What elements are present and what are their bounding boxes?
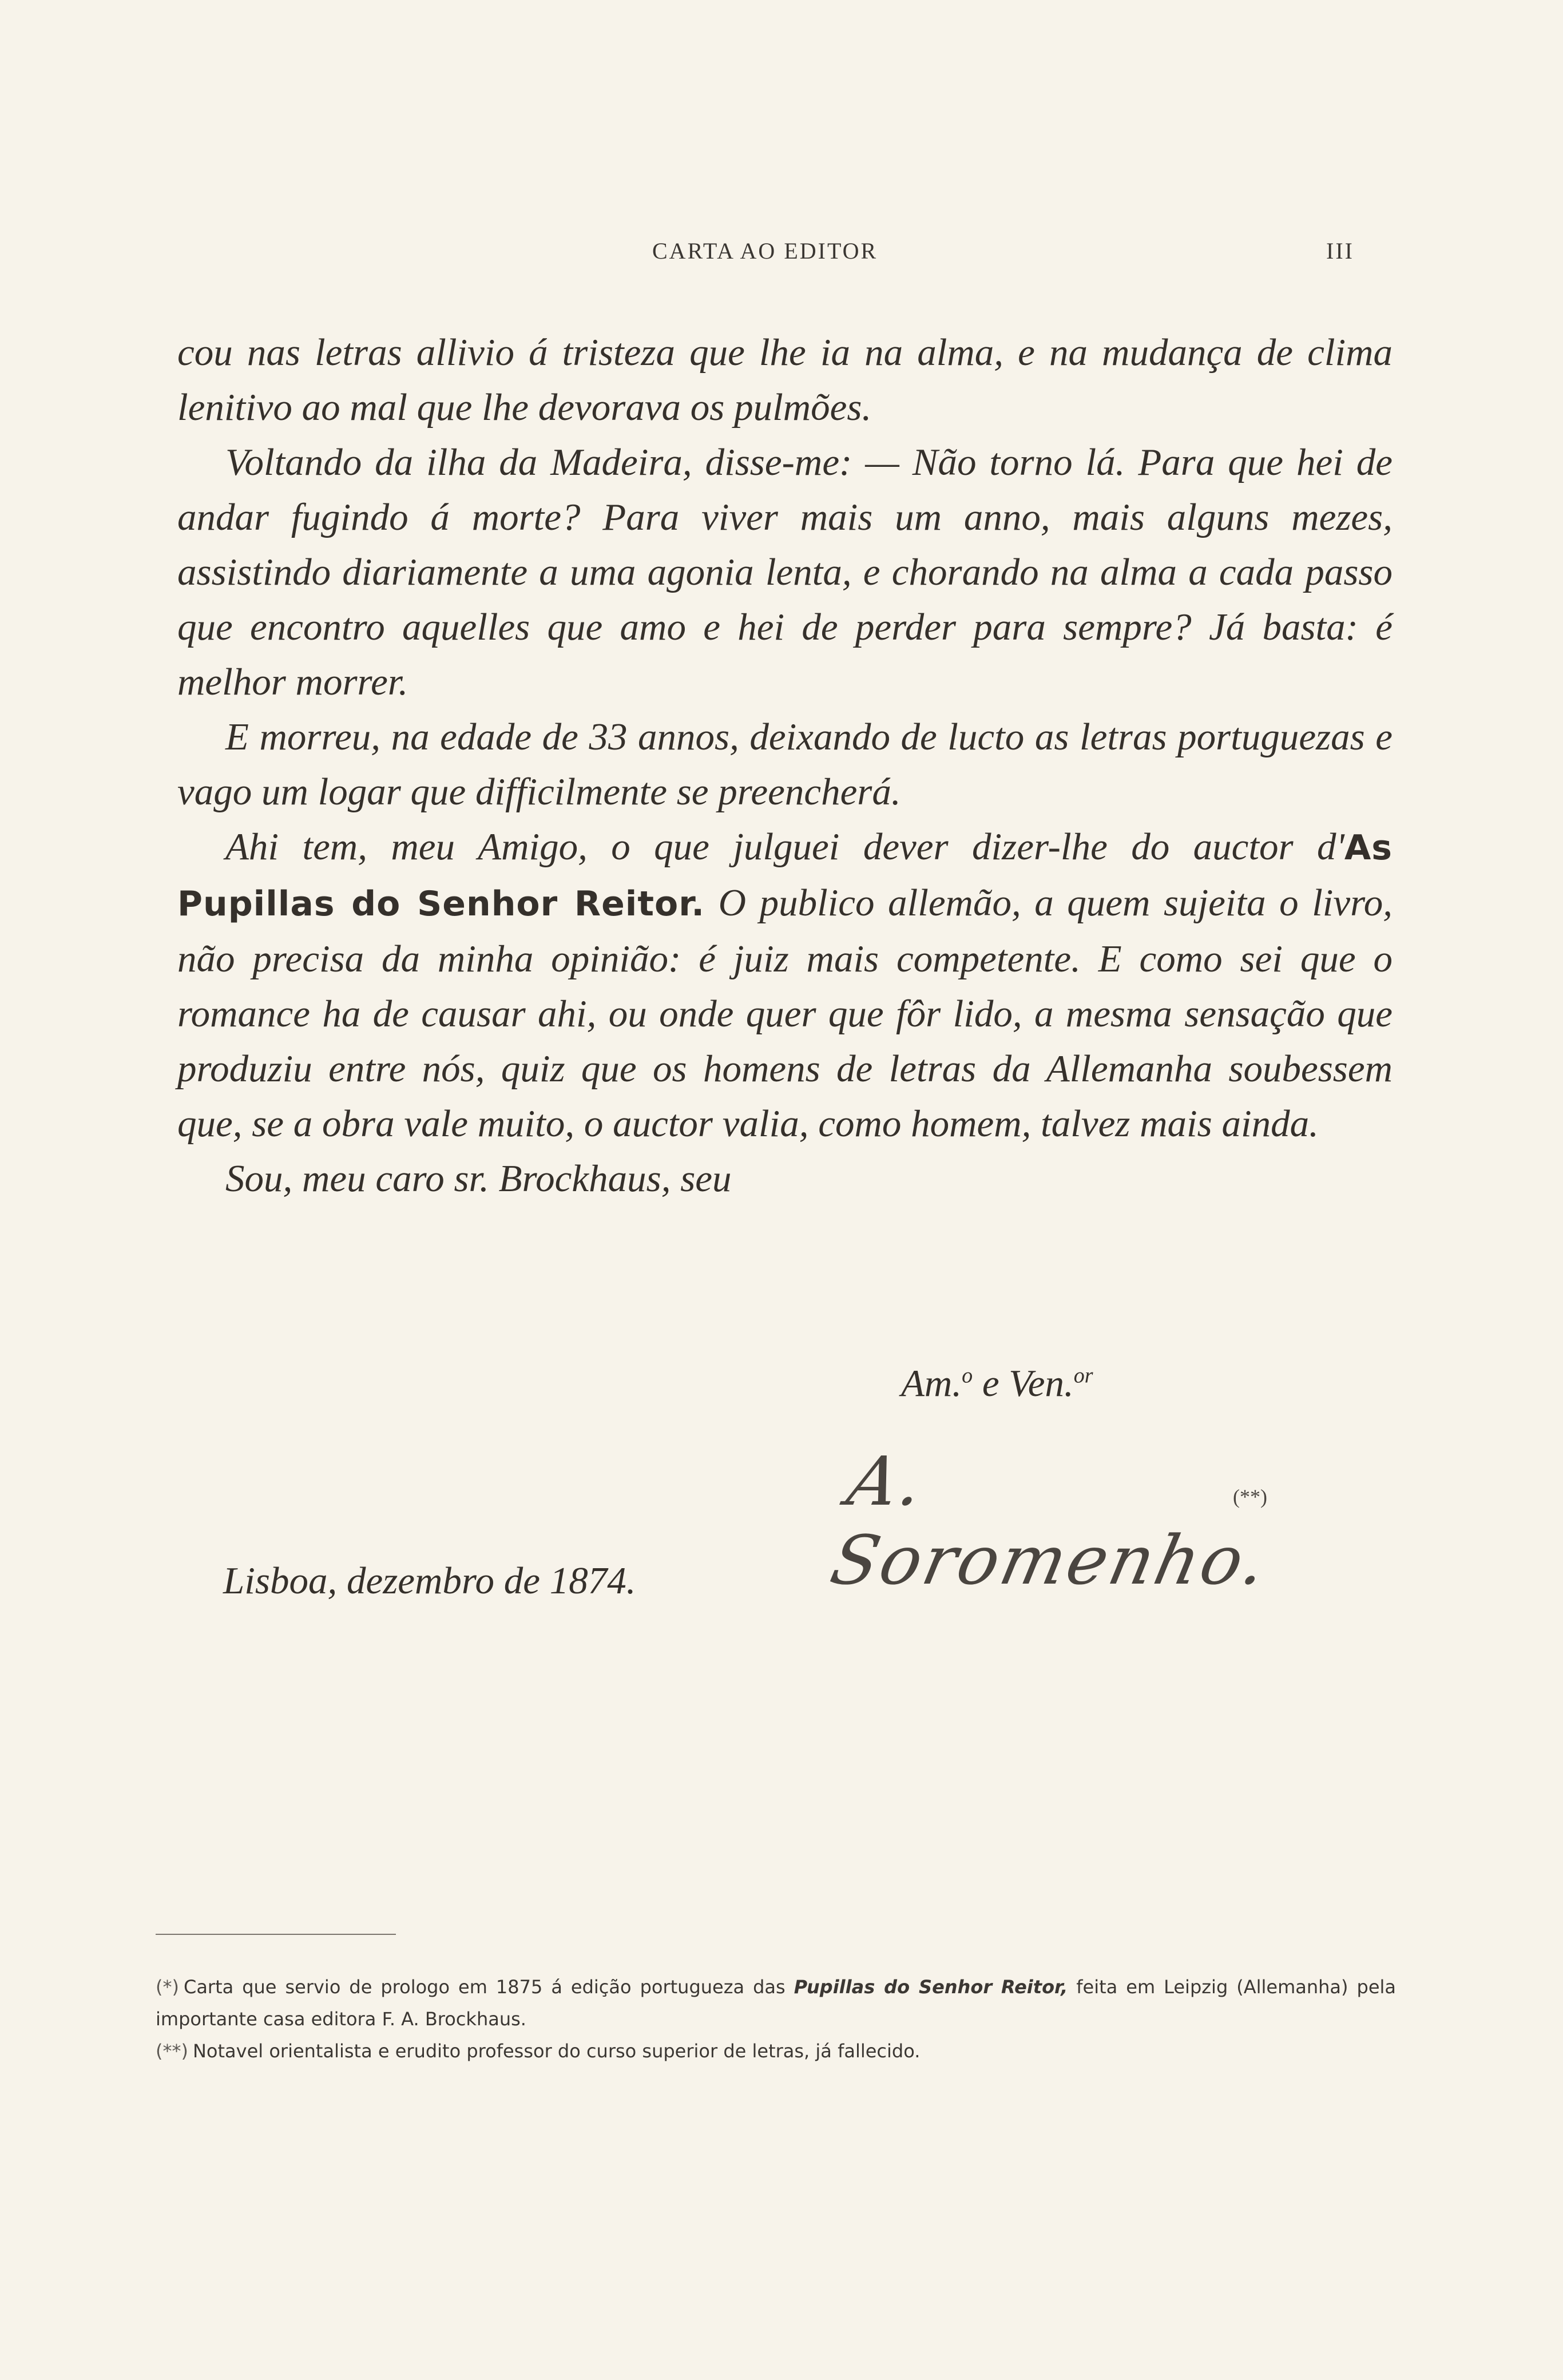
paragraph-1: cou nas letras allivio á tristeza que lhe ia na alma, e na mudança de clima lenitivo ao mal que lhe devorava os pulmões.	[177, 331, 1393, 429]
running-head	[0, 237, 1563, 277]
paragraph-2: Voltando da ilha da Madeira, disse-me: — Não torno lá. Para que hei de andar fugindo á morte? Para viver mais um anno, mais alguns mezes, assistindo diariamente a uma agonia lenta, e chorando na alma a cada passo que encontro aquelles que amo e hei de perder para sempre? Já basta: é melhor morrer.	[177, 441, 1393, 703]
closing-suffix-sup: or	[1073, 1363, 1093, 1388]
footnote-divider	[156, 1934, 396, 1935]
footnote-1-text-start: Carta que servio de prologo em 1875 á edição portugueza das	[183, 1976, 794, 1998]
closing-prefix: Am.	[901, 1362, 962, 1405]
footnotes	[156, 1971, 1396, 2067]
paragraph-5: Sou, meu caro sr. Brockhaus, seu	[225, 1157, 732, 1200]
running-title: CARTA AO EDITOR	[652, 238, 878, 264]
paragraph-4-start: Ahi tem, meu Amigo, o que julguei dever dizer-lhe do auctor d'	[225, 826, 1344, 868]
footnote-2-mark: (**)	[156, 2040, 188, 2062]
signature-footnote-mark: (**)	[1233, 1485, 1267, 1508]
closing-middle: e Ven.	[973, 1362, 1074, 1405]
date-line: Lisboa, dezembro de 1874.	[223, 1560, 636, 1602]
footnote-1-text-end: feita em Leipzig (Allemanha) pela importante casa editora F. A. Brockhaus.	[156, 1976, 1397, 2030]
footnote-1-mark: (*)	[156, 1976, 179, 1998]
footnote-2-text: Notavel orientalista e erudito professor do curso superior de letras, já fallecido.	[192, 2040, 921, 2062]
closing-salutation	[901, 1362, 1093, 1406]
signature-name: A. Soromenho.	[824, 1442, 1276, 1600]
book-title: As Pupillas do Senhor Reitor.	[177, 828, 1393, 924]
paragraph-4-end: O publico allemão, a quem sujeita o livro, não precisa da minha opinião: é juiz mais competente. E como sei que o romance ha de causar ahi, ou onde quer que fôr lido, a mesma sensação que produziu entre nós, quiz que os homens de letras da Allemanha soubessem que, se a obra vale muito, o auctor valia, como homem, talvez mais ainda.	[177, 882, 1393, 1145]
footnote-1	[156, 1971, 1396, 2035]
signature	[824, 1442, 1276, 1600]
letter-body	[177, 325, 1393, 1206]
page-number: III	[1326, 238, 1354, 264]
footnote-2	[156, 2035, 1396, 2067]
footnote-1-title: Pupillas do Senhor Reitor,	[794, 1976, 1068, 1998]
closing-prefix-sup: o	[962, 1363, 973, 1388]
paragraph-4	[177, 819, 1393, 1151]
paragraph-3: E morreu, na edade de 33 annos, deixando de lucto as letras portuguezas e vago um logar que difficilmente se preencherá.	[177, 716, 1393, 813]
